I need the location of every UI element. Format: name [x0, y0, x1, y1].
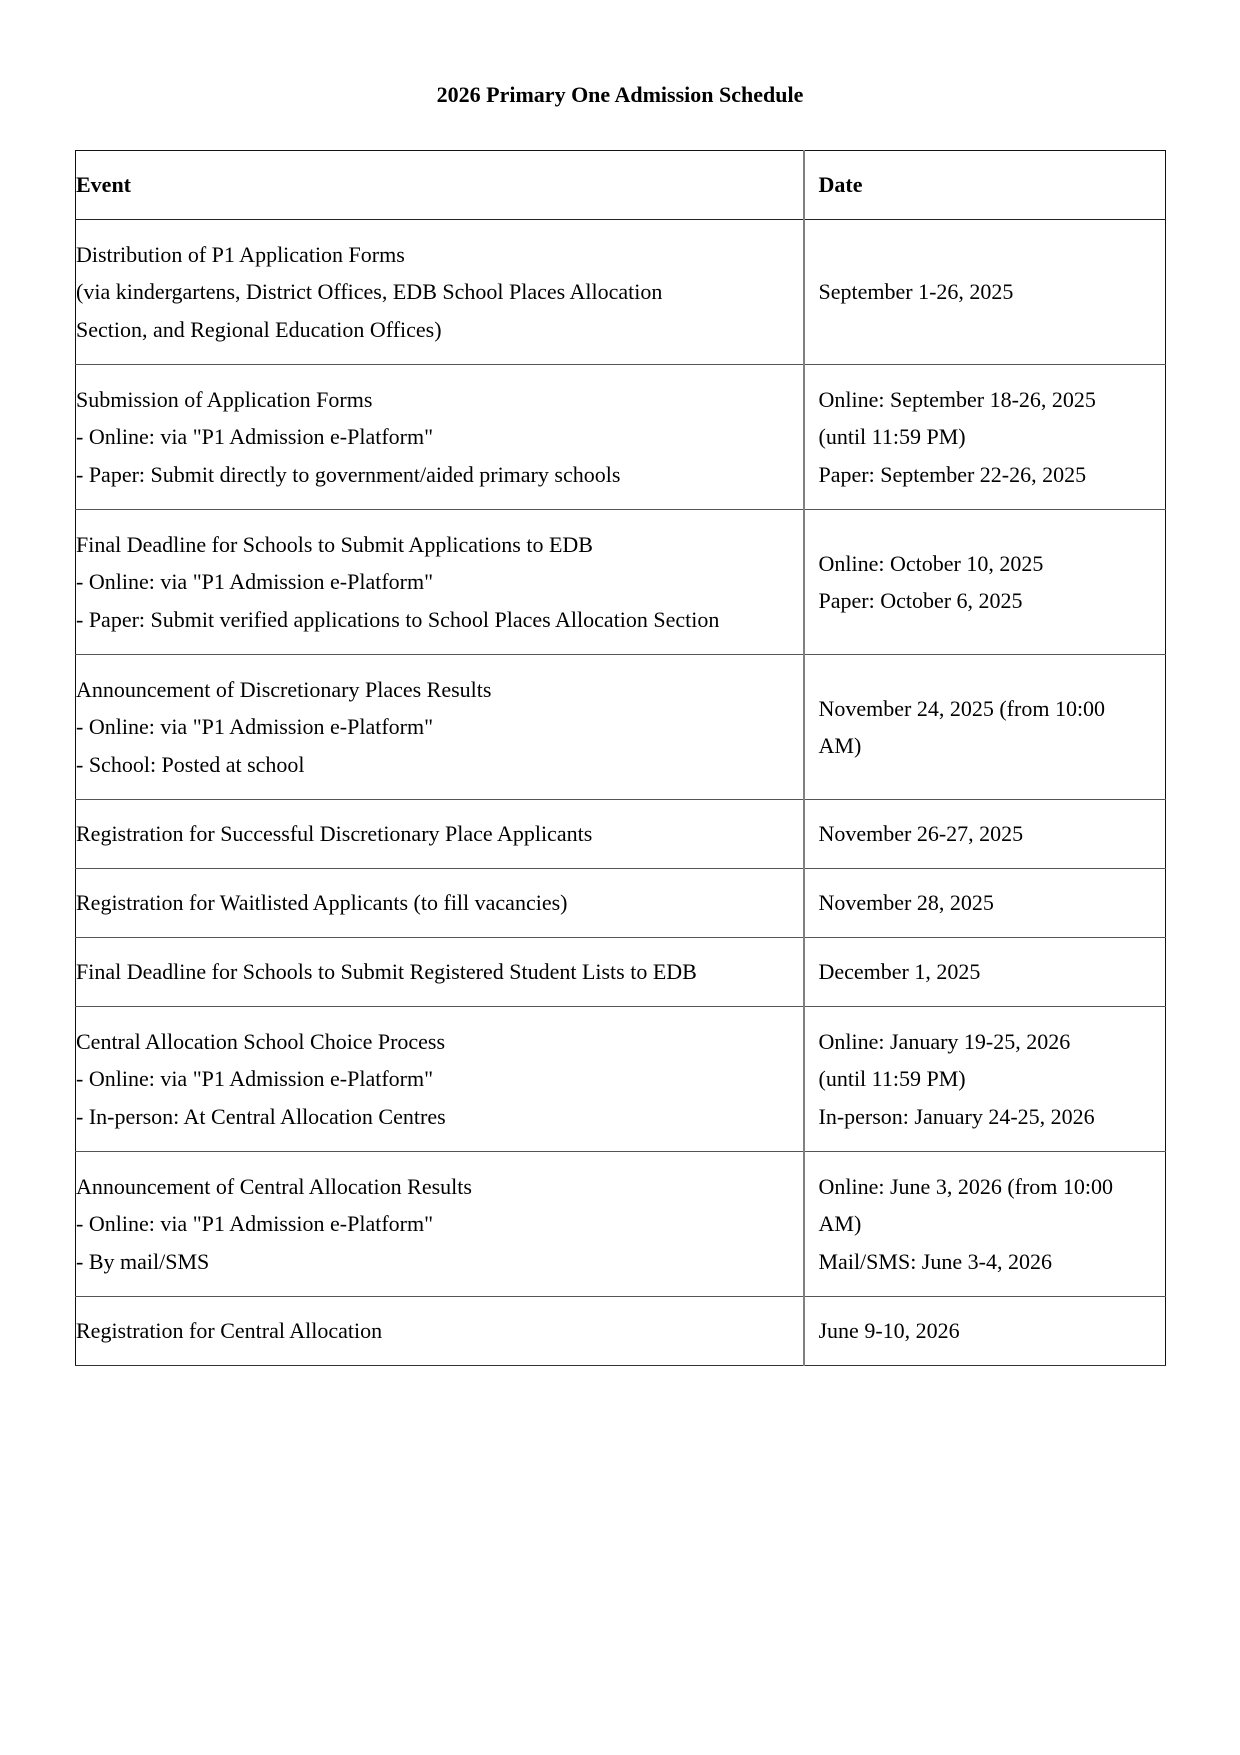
table-row — [76, 869, 1166, 938]
event-cell — [76, 365, 804, 510]
table-row — [76, 655, 1166, 800]
event-line: Submission of Application Forms — [76, 386, 373, 412]
date-cell — [804, 1007, 1166, 1152]
table-row — [76, 800, 1166, 869]
date-cell — [804, 800, 1166, 869]
schedule-table — [75, 150, 1166, 1366]
date-line: September 1-26, 2025 — [818, 279, 1014, 305]
date-line: Paper: October 6, 2025 — [818, 588, 1023, 613]
date-line: November 24, 2025 (from 10:00 — [818, 695, 1106, 721]
event-line: - Online: via "P1 Admission e-Platform" — [76, 1211, 434, 1237]
event-line: Announcement of Discretionary Places Results — [76, 676, 492, 702]
event-cell — [76, 869, 804, 938]
date-cell — [804, 869, 1166, 938]
date-line: In-person: January 24-25, 2026 — [818, 1103, 1095, 1129]
event-line: Central Allocation School Choice Process — [76, 1028, 446, 1054]
event-line: Final Deadline for Schools to Submit Registered Student Lists to EDB — [76, 959, 697, 985]
event-line: Section, and Regional Education Offices) — [76, 316, 442, 342]
date-line: November 26-27, 2025 — [818, 821, 1024, 847]
event-cell — [76, 655, 804, 800]
event-cell — [76, 1152, 804, 1297]
event-cell — [76, 220, 804, 365]
table-row — [76, 1007, 1166, 1152]
date-line: Online: January 19-25, 2026 — [818, 1028, 1071, 1054]
table-row — [76, 1152, 1166, 1297]
event-line: - School: Posted at school — [76, 751, 305, 777]
event-cell — [76, 1007, 804, 1152]
event-line: - Online: via "P1 Admission e-Platform" — [76, 424, 434, 450]
date-cell — [804, 1297, 1166, 1366]
event-cell — [76, 510, 804, 655]
event-line: - Online: via "P1 Admission e-Platform" — [76, 714, 434, 740]
date-line: December 1, 2025 — [818, 959, 981, 985]
event-line: Registration for Waitlisted Applicants (to fill vacancies) — [76, 890, 568, 916]
event-line: (via kindergartens, District Offices, EDB School Places Allocation — [76, 279, 663, 305]
date-cell — [804, 510, 1166, 655]
table-row — [76, 1297, 1166, 1366]
page-title: 2026 Primary One Admission Schedule — [436, 82, 804, 107]
date-line: AM) — [818, 1211, 862, 1237]
table-row — [76, 938, 1166, 1007]
event-line: - Paper: Submit verified applications to School Places Allocation Section — [76, 606, 720, 632]
date-line: AM) — [818, 733, 862, 758]
date-line: June 9-10, 2026 — [818, 1318, 960, 1344]
table-header-row — [76, 151, 1166, 220]
event-line: - In-person: At Central Allocation Centres — [76, 1103, 446, 1129]
date-line: November 28, 2025 — [818, 890, 994, 916]
event-cell — [76, 1297, 804, 1366]
event-line: Distribution of P1 Application Forms — [76, 241, 405, 267]
event-cell — [76, 800, 804, 869]
date-cell — [804, 220, 1166, 365]
event-line: - Online: via "P1 Admission e-Platform" — [76, 569, 434, 595]
table-row — [76, 220, 1166, 365]
event-line: - Online: via "P1 Admission e-Platform" — [76, 1066, 434, 1092]
column-header-date: Date — [804, 151, 1166, 220]
event-line: - By mail/SMS — [76, 1248, 210, 1274]
date-cell — [804, 655, 1166, 800]
event-cell — [76, 938, 804, 1007]
date-line: (until 11:59 PM) — [818, 424, 966, 450]
event-line: Final Deadline for Schools to Submit Applications to EDB — [76, 531, 593, 557]
event-line: Registration for Successful Discretionary Place Applicants — [76, 821, 593, 847]
date-line: Online: June 3, 2026 (from 10:00 — [818, 1173, 1114, 1199]
column-header-event: Event — [76, 151, 804, 220]
date-line: Mail/SMS: June 3-4, 2026 — [818, 1248, 1052, 1274]
date-line: Paper: September 22-26, 2025 — [818, 461, 1087, 487]
event-line: Announcement of Central Allocation Results — [76, 1173, 472, 1199]
event-line: - Paper: Submit directly to government/aided primary schools — [76, 461, 621, 487]
date-line: Online: October 10, 2025 — [818, 550, 1044, 576]
table-row — [76, 510, 1166, 655]
date-cell — [804, 938, 1166, 1007]
date-cell — [804, 1152, 1166, 1297]
table-row — [76, 365, 1166, 510]
date-line: (until 11:59 PM) — [818, 1066, 966, 1092]
date-line: Online: September 18-26, 2025 — [818, 386, 1096, 412]
date-cell — [804, 365, 1166, 510]
event-line: Registration for Central Allocation — [76, 1318, 383, 1344]
